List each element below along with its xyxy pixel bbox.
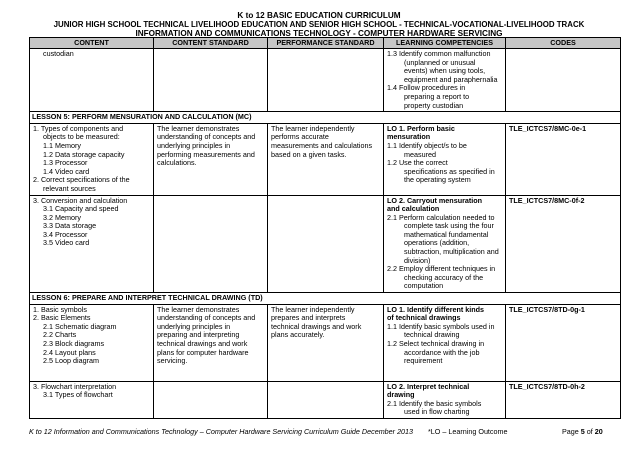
column-header: CODES: [506, 38, 621, 49]
cell-line: 2.4 Layout plans: [43, 347, 96, 357]
curriculum-table: [29, 37, 621, 419]
cell-line: custodian: [43, 49, 74, 58]
performance-standard-cell: [268, 381, 384, 418]
cell-line: prepares and interprets: [271, 313, 346, 323]
lesson-row: [30, 293, 621, 305]
cell-line: based on a given tasks.: [271, 149, 347, 159]
cell-line: 1.4 Follow procedures in: [387, 83, 466, 93]
cell-line: measurements and calculations: [271, 140, 373, 150]
doc-subtitle-2: INFORMATION AND COMMUNICATIONS TECHNOLOGY - COMPUTER HARDWARE SERVICING: [135, 29, 503, 38]
column-header: CONTENT STANDARD: [154, 38, 268, 49]
cell-line: equipment and paraphernalia: [404, 74, 498, 84]
lesson-row: [30, 112, 621, 124]
cell-line: 2.5 Loop diagram: [43, 356, 99, 366]
cell-line: 2.1 Perform calculation needed to: [387, 212, 495, 222]
cell-line: The learner demonstrates: [157, 304, 240, 314]
cell-line: 1.1 Identify object/s to be: [387, 140, 467, 150]
cell-line: The learner independently: [271, 304, 355, 314]
cell-line: 1.2 Select technical drawing in: [387, 339, 485, 348]
cell-line: (unplanned or unusual: [404, 57, 476, 67]
competency-cell: [384, 381, 506, 418]
cell-line: checking accuracy of the: [404, 272, 484, 282]
cell-line: calculations.: [157, 158, 197, 168]
content-cell: [30, 195, 154, 293]
learning-outcome-title: LO 2. Carryout mensuration: [387, 195, 483, 205]
cell-line: operations (addition,: [404, 238, 470, 248]
cell-line: 3. Conversion and calculation: [33, 195, 128, 205]
footer-note: *LO – Learning Outcome: [428, 427, 508, 436]
content-standard-cell: [154, 381, 268, 418]
cell-line: underlying principles in: [157, 321, 231, 331]
learning-outcome-title: LO 2. Interpret technical: [387, 381, 470, 391]
cell-line: 3.3 Data storage: [43, 221, 97, 231]
column-header: CONTENT: [30, 38, 154, 49]
cell-line: 1. Types of components and: [33, 123, 124, 133]
cell-line: mathematical fundamental: [404, 229, 489, 239]
page-current: 5: [580, 427, 585, 436]
cell-line: 3.5 Video card: [43, 238, 90, 248]
content-cell: [30, 49, 154, 112]
column-header: LEARNING COMPETENCIES: [384, 38, 506, 49]
performance-standard-cell: [268, 49, 384, 112]
cell-line: 2.1 Identify the basic symbols: [387, 398, 482, 408]
content-cell: [30, 304, 154, 381]
cell-line: plans accurately.: [271, 330, 325, 340]
cell-line: preparing a report to: [404, 91, 470, 101]
code-cell: [506, 49, 621, 112]
lesson-heading: LESSON 5: PERFORM MENSURATION AND CALCULATION (MC): [30, 112, 621, 124]
cell-line: technical drawings and work: [271, 321, 362, 331]
cell-line: 2.2 Charts: [43, 330, 77, 340]
cell-line: 2.2 Employ different techniques in: [387, 264, 496, 274]
table-header-row: [30, 38, 621, 49]
cell-line: property custodian: [404, 100, 464, 110]
cell-line: the operating system: [404, 175, 471, 185]
learning-outcome-title: LO 1. Identify different kinds: [387, 304, 485, 314]
cell-line: performing measurements and: [157, 149, 255, 159]
cell-line: 3.1 Capacity and speed: [43, 204, 119, 214]
cell-line: 1.1 Memory: [43, 140, 81, 150]
cell-line: servicing.: [157, 356, 188, 366]
cell-line: computation: [404, 281, 444, 291]
cell-line: technical drawings and work: [157, 339, 248, 348]
table-row: [30, 123, 621, 195]
cell-line: 1.4 Video card: [43, 166, 90, 176]
cell-line: complete task using the four: [404, 221, 494, 231]
cell-line: 1. Basic symbols: [33, 304, 87, 314]
learning-outcome-title: mensuration: [387, 132, 431, 142]
cell-line: specifications as specified in: [404, 166, 495, 176]
cell-line: 3.1 Types of flowchart: [43, 390, 113, 400]
learning-outcome-title: of technical drawings: [387, 313, 461, 323]
cell-line: technical drawing: [404, 330, 460, 340]
cell-line: subtraction, multiplication and: [404, 247, 499, 257]
content-standard-cell: [154, 123, 268, 195]
cell-line: The learner independently: [271, 123, 355, 133]
competency-cell: [384, 304, 506, 381]
cell-line: The learner demonstrates: [157, 123, 240, 133]
content-standard-cell: [154, 49, 268, 112]
cell-line: 2.1 Schematic diagram: [43, 321, 117, 331]
cell-line: plans for computer hardware: [157, 347, 249, 357]
code-cell: TLE_ICTCS7/8TD-0g-1: [506, 304, 621, 381]
cell-line: 1.3 Identify common malfunction: [387, 49, 491, 58]
table-row: [30, 195, 621, 293]
cell-line: 2. Basic Elements: [33, 313, 91, 323]
cell-line: 1.1 Identify basic symbols used in: [387, 321, 495, 331]
table-row: [30, 304, 621, 381]
page-number: [562, 427, 603, 436]
cell-line: used in flow charting: [404, 407, 470, 417]
cell-line: relevant sources: [43, 183, 96, 193]
doc-title: K to 12 BASIC EDUCATION CURRICULUM: [237, 11, 401, 20]
cell-line: measured: [404, 149, 436, 159]
code-cell: TLE_ICTCS7/8MC-0e-1: [506, 123, 621, 195]
performance-standard-cell: [268, 195, 384, 293]
cell-line: underlying principles in: [157, 140, 231, 150]
learning-outcome-title: drawing: [387, 390, 415, 400]
lesson-heading: LESSON 6: PREPARE AND INTERPRET TECHNICAL DRAWING (TD): [30, 293, 621, 305]
cell-line: 1.3 Processor: [43, 158, 88, 168]
cell-line: 3.2 Memory: [43, 212, 81, 222]
cell-line: preparing and interpreting: [157, 330, 240, 340]
cell-line: 2. Correct specifications of the: [33, 175, 130, 185]
code-cell: TLE_ICTCS7/8TD-0h-2: [506, 381, 621, 418]
competency-cell: [384, 195, 506, 293]
cell-line: 3. Flowchart interpretation: [33, 381, 117, 391]
cell-line: division): [404, 255, 431, 265]
code-cell: TLE_ICTCS7/8MC-0f-2: [506, 195, 621, 293]
content-cell: [30, 123, 154, 195]
cell-line: 1.2 Use the correct: [387, 158, 448, 168]
column-header: PERFORMANCE STANDARD: [268, 38, 384, 49]
cell-line: understanding of concepts and: [157, 132, 256, 142]
page-label: Page: [562, 427, 581, 436]
cell-line: 1.2 Data storage capacity: [43, 149, 125, 159]
learning-outcome-title: and calculation: [387, 204, 440, 214]
cell-line: 3.4 Processor: [43, 229, 88, 239]
performance-standard-cell: [268, 123, 384, 195]
cell-line: understanding of concepts and: [157, 313, 256, 323]
table-row: [30, 381, 621, 418]
content-cell: [30, 381, 154, 418]
cell-line: requirement: [404, 356, 443, 366]
table-row: [30, 49, 621, 112]
cell-line: objects to be measured:: [43, 132, 120, 142]
content-standard-cell: [154, 195, 268, 293]
page-of-label: of: [584, 427, 595, 436]
doc-subtitle: JUNIOR HIGH SCHOOL TECHNICAL LIVELIHOOD EDUCATION AND SENIOR HIGH SCHOOL - TECHNICAL-VOCATIONAL-LIVELIHOOD TRACK: [53, 20, 585, 29]
competency-cell: [384, 49, 506, 112]
footer-guide-title: K to 12 Information and Communications Technology – Computer Hardware Servicing Curriculum Guide December 2013: [29, 427, 414, 436]
cell-line: events) when using tools,: [404, 66, 486, 76]
cell-line: accordance with the job: [404, 347, 480, 357]
page-total: 20: [594, 427, 603, 436]
content-standard-cell: [154, 304, 268, 381]
performance-standard-cell: [268, 304, 384, 381]
cell-line: 2.3 Block diagrams: [43, 339, 105, 348]
learning-outcome-title: LO 1. Perform basic: [387, 123, 455, 133]
competency-cell: [384, 123, 506, 195]
cell-line: performs accurate: [271, 132, 329, 142]
